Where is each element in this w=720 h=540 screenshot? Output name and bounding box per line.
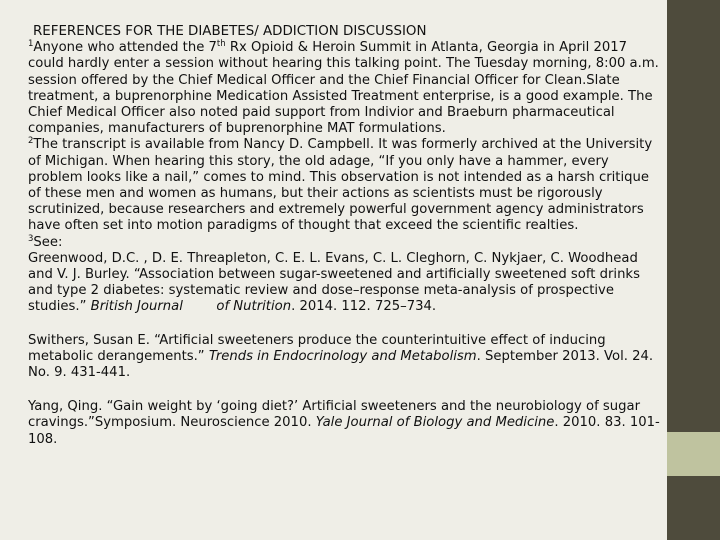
reference-text: . 2014. 112. 725–734. [291, 299, 437, 315]
sidebar-dark-top [667, 0, 720, 432]
footnote-text: Rx Opioid & Heroin Summit in Atlanta, Georgia in April 2017 could hardly enter a session without hearing this talking point. The Tuesday morning, 8:00 a.m. session offered by the Chief Medical Officer and the Chief Financial Officer for Clean.Slate treatment, a buprenorphine Medication Assisted Treatment enterprise, is a good example. The Chief Medical Officer also noted paid support from Indivior and Braeburn pharmaceutical companies, manufacturers of buprenorphine MAT formulations. [28, 40, 659, 137]
footnote-text: The transcript is available from Nancy D. Campbell. It was formerly archived at the University of Michigan. When hearing this story, the old adage, “If you only have a hammer, every problem looks like a nail,” comes to mind. This observation is not intended as a harsh critique of these men and women as humans, but their actions as scientists must be rigorously scrutinized, because researchers and extremely powerful government agency administrators have often set into motion paradigms of thought that exceed the scientific realties. [28, 137, 653, 234]
page-title: REFERENCES FOR THE DIABETES/ ADDICTION DISCUSSION [33, 24, 427, 39]
references-content [28, 24, 662, 448]
footnote-text: See: [33, 234, 63, 250]
footnote-marker: 3 [28, 233, 34, 244]
reference-text: . September 2013. Vol. 24. No. 9. 431-441. [28, 348, 654, 381]
ordinal-suffix: th [216, 39, 226, 50]
spacer [28, 381, 662, 399]
footnote-1 [28, 40, 662, 137]
sidebar-dark-bottom [667, 476, 720, 540]
reference-text: . 2010. 83. 101-108. [28, 415, 660, 447]
footnote-marker: 1 [28, 39, 34, 50]
footnote-3 [28, 235, 662, 251]
reference-text: Yang, Qing. “Gain weight by ‘going diet?’ Artificial sweeteners and the neurobiology of sugar cravings.”Symposium. Neuroscience 2010. [28, 399, 641, 431]
reference-text: Greenwood, D.C. , D. E. Threapleton, C. E. L. Evans, C. L. Cleghorn, C. Nykjaer, C. Woodhead and V. J. Burley. “Association between sugar-sweetened and artificially sweetened soft drinks and type 2 diabetes: systematic review and dose–response meta-analysis of prospective studies.” [28, 250, 640, 315]
footnote-text: Anyone who attended the 7 [33, 40, 217, 56]
journal-title: British Journal of Nutrition [90, 299, 292, 315]
decorative-sidebar [667, 0, 720, 540]
reference-swithers [28, 333, 662, 382]
journal-title: Yale Journal of Biology and Medicine [315, 415, 555, 431]
reference-text: Swithers, Susan E. “Artificial sweeteners produce the counterintuitive effect of inducing metabolic derangements.” [28, 332, 606, 364]
footnote-2 [28, 137, 662, 234]
reference-yang [28, 399, 662, 448]
reference-greenwood [28, 251, 662, 316]
footnote-marker: 2 [28, 136, 34, 147]
journal-title: Trends in Endocrinology and Metabolism [208, 348, 477, 364]
spacer [28, 316, 662, 333]
sidebar-accent-band [667, 432, 720, 476]
